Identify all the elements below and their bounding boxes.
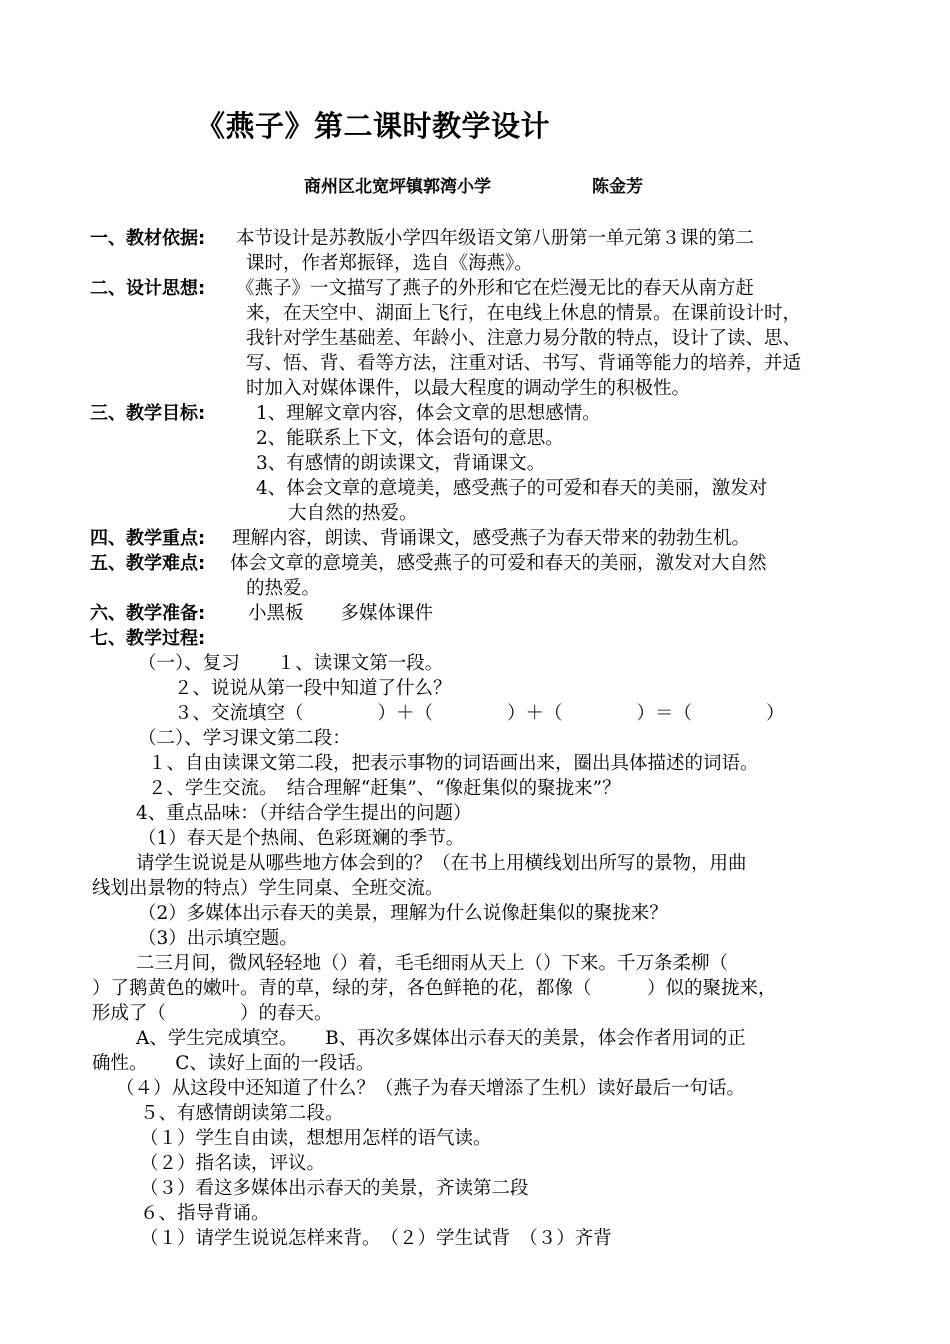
text-line: 体会文章的意境美，感受燕子的可爱和春天的美丽，激发对大自然 bbox=[230, 553, 767, 574]
heading-key-points: 四、教学重点: bbox=[90, 528, 206, 549]
goal-item: 2、能联系上下文，体会语句的意思。 bbox=[256, 428, 564, 449]
heading-design-idea: 二、设计思想: bbox=[90, 278, 206, 299]
process-line: 4、重点品味：（并结合学生提出的问题） bbox=[136, 803, 472, 824]
process-line: （一）、复习 １、读课文第一段。 bbox=[138, 653, 444, 674]
process-line: ６、指导背诵。 bbox=[140, 1203, 270, 1224]
text-line: 《燕子》一文描写了燕子的外形和它在烂漫无比的春天从南方赶 bbox=[236, 278, 755, 299]
process-line: （２）指名读，评议。 bbox=[140, 1153, 326, 1174]
heading-textbook-basis: 一、教材依据: bbox=[90, 228, 206, 249]
process-line: （1）春天是个热闹、色彩斑斓的季节。 bbox=[138, 828, 465, 849]
process-line: 请学生说说是从哪些地方体会到的？（在书上用横线划出所写的景物，用曲 bbox=[136, 853, 747, 874]
process-line: 确性。 C、读好上面的一段话。 bbox=[92, 1053, 375, 1074]
text-line: 写、悟、背、看等方法，注重对话、书写、背诵等能力的培养，并适 bbox=[246, 353, 802, 374]
process-line: ２、说说从第一段中知道了什么？ bbox=[174, 678, 452, 699]
process-line: 形成了（ ）的春天。 bbox=[92, 1003, 333, 1024]
process-line: 二三月间，微风轻轻地（）着，毛毛细雨从天上（）下来。千万条柔柳（ bbox=[136, 953, 729, 974]
process-line: １、自由读课文第二段，把表示事物的词语画出来，圈出具体描述的词语。 bbox=[148, 753, 759, 774]
text-line: 时加入对媒体课件，以最大程度的调动学生的积极性。 bbox=[246, 378, 691, 399]
process-line: （3）出示填空题。 bbox=[138, 928, 298, 949]
text-line: 理解内容，朗读、背诵课文，感受燕子为春天带来的勃勃生机。 bbox=[232, 528, 751, 549]
process-line: （１）请学生说说怎样来背。 （２）学生试背 （３）齐背 bbox=[140, 1228, 612, 1249]
process-line: ５、有感情朗读第二段。 bbox=[140, 1103, 344, 1124]
text-line: 我针对学生基础差、年龄小、注意力易分散的特点，设计了读、思、 bbox=[246, 328, 802, 349]
heading-teaching-goals: 三、教学目标: bbox=[90, 403, 206, 424]
goal-item: 4、体会文章的意境美，感受燕子的可爱和春天的美丽，激发对 bbox=[256, 478, 768, 499]
text-line: 来，在天空中、湖面上飞行，在电线上休息的情景。在课前设计时， bbox=[246, 303, 802, 324]
document-title: 《燕子》第二课时教学设计 bbox=[196, 109, 551, 143]
process-line: 线划出景物的特点）学生同桌、全班交流。 bbox=[92, 878, 444, 899]
process-line: （３）看这多媒体出示春天的美景，齐读第二段 bbox=[140, 1178, 529, 1199]
author-name: 陈金芳 bbox=[592, 177, 643, 197]
process-line: （４）从这段中还知道了什么？（燕子为春天增添了生机）读好最后一句话。 bbox=[116, 1078, 746, 1099]
text-line: 的热爱。 bbox=[246, 578, 321, 599]
text-line: 本节设计是苏教版小学四年级语文第八册第一单元第３课的第二 bbox=[236, 228, 755, 249]
goal-item-continued: 大自然的热爱。 bbox=[288, 503, 418, 524]
process-line: ）了鹅黄色的嫩叶。青的草，绿的芽，各色鲜艳的花，都像（ ）似的聚拢来， bbox=[92, 978, 777, 999]
process-line: （１）学生自由读，想想用怎样的语气读。 bbox=[140, 1128, 492, 1149]
text-line: 小黑板 多媒体课件 bbox=[248, 603, 434, 624]
process-line: ２、学生交流。 结合理解“赶集”、“像赶集似的聚拢来”？ bbox=[148, 778, 621, 799]
author-school: 商州区北宽坪镇郭湾小学 bbox=[304, 177, 491, 197]
process-line: ３、交流填空（ ）＋（ ）＋（ ）＝（ ） bbox=[174, 703, 785, 724]
process-line: A、学生完成填空。 B、再次多媒体出示春天的美景，体会作者用词的正 bbox=[136, 1028, 746, 1049]
text-line: 课时，作者郑振铎，选自《海燕》。 bbox=[246, 253, 533, 274]
heading-teaching-process: 七、教学过程: bbox=[90, 628, 206, 649]
process-line: （2）多媒体出示春天的美景，理解为什么说像赶集似的聚拢来？ bbox=[138, 903, 668, 924]
process-line: （二）、学习课文第二段： bbox=[138, 728, 351, 749]
heading-difficult-points: 五、教学难点: bbox=[90, 553, 206, 574]
goal-item: 1、理解文章内容，体会文章的思想感情。 bbox=[256, 403, 601, 424]
goal-item: 3、有感情的朗读课文，背诵课文。 bbox=[256, 453, 546, 474]
heading-preparation: 六、教学准备: bbox=[90, 603, 206, 624]
